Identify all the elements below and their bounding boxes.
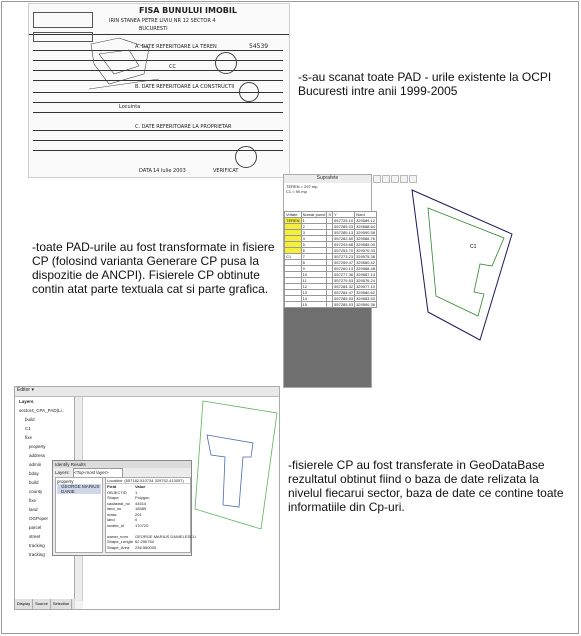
attr-value: 44514 — [135, 500, 147, 506]
cp-table-header: X — [328, 212, 332, 217]
cp-window-title: Suprafete — [284, 175, 371, 183]
cp-table-cell: 14 — [301, 296, 327, 302]
cp-table-cell: 557279.53 — [334, 278, 354, 283]
form-city: BUCURESTI — [139, 26, 168, 32]
cp-table-cell: 557284.32 — [334, 284, 354, 289]
cp-table-cell: 3 — [301, 230, 327, 236]
cp-table-cell: 557285.53 — [334, 296, 354, 301]
cp-table-header: Nord — [355, 212, 377, 218]
cp-table-cell: 329585.00 — [356, 242, 375, 247]
toc-layer-item[interactable]: OGPoper — [29, 516, 49, 521]
toc-layer-item[interactable]: fixe — [29, 498, 37, 503]
cp-info — [284, 183, 371, 211]
attr-value: 1 — [135, 489, 138, 495]
cp-table-header: Vritate — [285, 212, 302, 218]
identify-tree — [55, 477, 103, 553]
cp-table-cell: 7 — [301, 254, 327, 260]
attr-header-value: Value — [135, 484, 146, 490]
tab-selection[interactable]: Selection — [51, 599, 72, 609]
toc-layer-item[interactable]: land — [29, 507, 38, 512]
cp-table-header: Numar punct — [302, 212, 326, 217]
toc-layer-item[interactable]: parcel — [29, 525, 42, 530]
attr-value: 62.250754 — [135, 539, 154, 545]
cp-table-cell: 329575.38 — [356, 254, 375, 259]
cp-table-cell: 8 — [301, 260, 327, 266]
toc-layer-item[interactable]: tracking — [29, 552, 45, 557]
identify-attributes — [105, 477, 196, 553]
cp-table-cell: 9 — [301, 266, 327, 272]
cp-table-cell: 15 — [301, 302, 327, 308]
form-section-a: A. DATE REFERITOARE LA TEREN — [135, 44, 217, 50]
form-category: CC — [169, 64, 176, 70]
form-use: Locuinta — [119, 104, 141, 110]
cp-table-cell: 557260.13 — [334, 266, 354, 271]
attr-field: land_no — [107, 506, 122, 512]
attr-value: 170720 — [135, 522, 149, 528]
tab-display[interactable]: Display — [15, 599, 33, 609]
form-verified-label: VERIFICAT — [213, 168, 239, 174]
cp-table-cell: 557285.03 — [334, 224, 354, 229]
attr-value: Polygon — [135, 495, 150, 501]
arcmap-toolbar — [15, 387, 279, 397]
toc-layer-item[interactable]: fixe — [25, 435, 33, 440]
cp-table-cell: 12 — [301, 284, 327, 290]
toc-layer-item[interactable]: county — [29, 489, 43, 494]
cp-table-cell: 557285.53 — [334, 302, 354, 307]
toc-layer-item[interactable]: property — [29, 444, 46, 449]
cp-coordinates-table — [284, 211, 377, 308]
cp-table-cell: 4 — [301, 236, 327, 242]
cp-table-cell: 557285.13 — [334, 230, 354, 235]
cp-table-cell: 329588.48 — [356, 266, 375, 271]
cp-table-cell: 329590.36 — [356, 302, 375, 307]
cp-table-cell: 557277.36 — [334, 272, 354, 277]
cp-table-cell: 329580.42 — [356, 260, 375, 265]
attr-field: Shape_Area — [107, 544, 130, 550]
cp-table-cell: 557253.70 — [334, 248, 354, 253]
attr-value: GEORGE MARIUS DANIELESCU — [135, 533, 196, 539]
cp-table-cell: 6 — [301, 248, 327, 254]
attr-field: OBJECTID — [107, 489, 127, 495]
cp-table-cell: 329588.76 — [356, 236, 375, 241]
cp-table-cell: 557259.47 — [334, 260, 354, 265]
cp-table-cell: 2 — [301, 224, 327, 230]
form-section-c: C. DATE REFERITOARE LA PROPRIETAR — [135, 124, 232, 130]
toc-layer-item[interactable]: tracking — [29, 543, 45, 548]
cp-table-cell: 13 — [301, 290, 327, 296]
attr-field: cadastral_no — [107, 500, 130, 506]
attr-field: owner_nom — [107, 533, 128, 539]
cp-table-cell: TEREN — [286, 218, 300, 223]
tree-node-property[interactable]: property — [57, 479, 74, 484]
layers-label: Layers: — [55, 470, 70, 475]
caption-scan: -s-au scanat toate PAD - urile existente la OCPI Bucuresti intre anii 1999-2005 — [298, 70, 552, 98]
cp-table-cell: 329590.58 — [356, 230, 375, 235]
toc-layer-item[interactable]: build — [25, 417, 35, 422]
cp-table-cell: 329577.10 — [356, 284, 375, 289]
attr-value: 18589 — [135, 506, 147, 512]
cp-text-window — [283, 174, 375, 388]
attr-row — [106, 534, 197, 540]
attr-header-field: Field — [107, 484, 117, 490]
cp-info-line: C1 = 90 mp — [286, 189, 307, 194]
cp-table-cell: 329580.62 — [356, 290, 375, 295]
cp-table-cell: 557284.47 — [334, 290, 354, 295]
layers-select[interactable]: <Top-most layer> — [73, 468, 123, 478]
identify-layers-row — [53, 468, 191, 476]
attr-field: mass — [107, 511, 117, 517]
form-handwritten-owner: IRIN STANEA PETRE LIVIU NR 12 SECTOR 4 — [109, 18, 216, 24]
cp-table-cell: 557273.23 — [334, 254, 354, 259]
cp-table-cell: C1 — [285, 254, 302, 260]
attr-row — [106, 545, 197, 551]
cp-table-row — [285, 302, 377, 308]
cp-table-cell: 329570.33 — [356, 248, 375, 253]
attr-field: Shape_Length — [107, 539, 134, 545]
cp-table-cell: 329589.12 — [356, 218, 375, 223]
attr-value: 0 — [135, 517, 138, 523]
editor-menu[interactable]: Editor ▾ — [17, 387, 34, 393]
toc-tabs — [15, 599, 75, 609]
attr-value: 236.560000 — [135, 544, 157, 550]
tab-source[interactable]: Source — [33, 599, 51, 609]
cp-table-cell: 11 — [301, 278, 327, 284]
identify-location: Location: (557182.510734 329752.413057) — [106, 478, 190, 484]
toc-layer-item[interactable]: sector4_CPA_PAD(Li.. — [19, 408, 65, 413]
cp-info-line: TEREN = 297 mp — [286, 184, 318, 189]
attributes-table — [106, 484, 197, 550]
toc-layer-item[interactable]: street — [29, 534, 41, 539]
cp-table-cell: 10 — [301, 272, 327, 278]
scan-stamp-3 — [235, 146, 257, 168]
attr-field: land — [107, 517, 115, 523]
cp-plot-drawing — [372, 174, 579, 354]
cp-table-header: Y — [333, 212, 355, 218]
scan-stamp-1 — [215, 52, 237, 74]
cp-table-cell — [285, 302, 302, 308]
toc-layer-item[interactable]: build — [29, 480, 39, 485]
caption-cp: -toate PAD-urile au fost transformate in fisiere CP (folosind varianta Generare CP pusa la dispozitie de ANCPI). Fisierele CP obtinute contin atat parte textuala cat si parte grafica. — [32, 240, 275, 296]
cp-table-cell: 329587.13 — [356, 272, 375, 277]
identify-results-dialog — [52, 460, 196, 556]
toc-layer-item[interactable]: bday — [29, 471, 39, 476]
cp-table-cell: 5 — [301, 242, 327, 248]
tree-node-feature[interactable]: GEORGE MARIUS DANIE — [57, 484, 101, 494]
scanned-form-image — [28, 3, 290, 178]
cp-table-cell: 1 — [301, 218, 327, 224]
attr-value: 201 — [135, 511, 142, 517]
attr-field: locatie_id — [107, 522, 124, 528]
cp-table-cell: 329576.24 — [356, 278, 375, 283]
cp-table-cell: 557282.80 — [334, 236, 354, 241]
cp-table-cell: 329588.64 — [356, 224, 375, 229]
form-title: FISA BUNULUI IMOBIL — [139, 6, 237, 15]
toc-layer-item[interactable]: C1 — [25, 426, 31, 431]
attr-field: Shape — [107, 495, 119, 501]
toc-layer-item[interactable]: admin — [29, 462, 42, 467]
toc-layer-item[interactable]: address — [29, 453, 46, 458]
cp-table-cell: 329583.53 — [356, 296, 375, 301]
cp-plot-window — [372, 174, 579, 354]
form-date: 14 Iulie 2003 — [153, 168, 186, 174]
cp-plot-label: C1 — [470, 244, 477, 250]
caption-gdb: -fisierele CP au fost transferate in GeoDataBase rezultatul obtinut fiind o baza de date relizata la nivelul fiecarui sector, baza de date ce contine toate informatiile din Cp-uri. — [288, 458, 564, 514]
cp-table-cell: 557725.10 — [334, 218, 354, 223]
form-section-b: B. DATE REFERITOARE LA CONSTRUCTII — [135, 84, 235, 90]
cp-table-cell: 557243.68 — [334, 242, 354, 247]
form-date-label: DATA — [139, 168, 152, 174]
identify-title: Identify Results — [53, 461, 191, 468]
form-number: 54539 — [249, 43, 269, 50]
toc-layers-title[interactable]: Layers — [19, 399, 34, 404]
